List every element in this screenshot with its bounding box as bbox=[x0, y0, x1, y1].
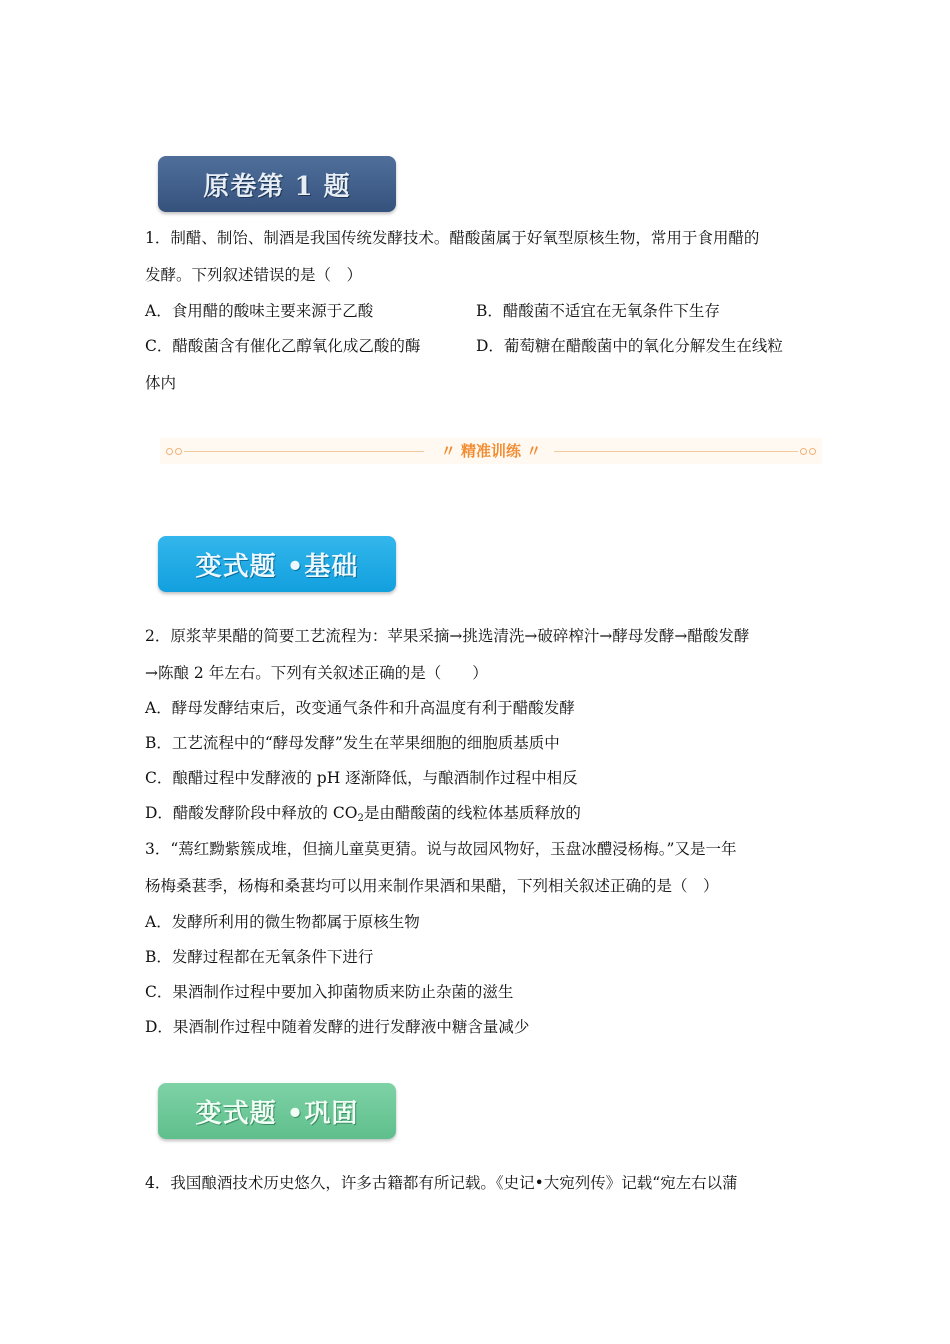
q3-stem-line2: 杨梅桑葚季，杨梅和桑葚均可以用来制作果酒和果醋，下列相关叙述正确的是（ ） bbox=[145, 877, 719, 895]
variant-consolidate-banner: 变式题 •巩固 bbox=[158, 1083, 396, 1139]
q2-stem-line2: →陈酿 2 年左右。下列有关叙述正确的是（ ） bbox=[145, 664, 488, 682]
divider-dot-icon bbox=[809, 448, 816, 455]
q3-stem-line1: 3．“蔫红黝紫簇成堆，但摘儿童莫更猜。说与故园风物好，玉盘冰醴浸杨梅。”又是一年 bbox=[145, 840, 737, 858]
q2-option-d-pre: D．醋酸发酵阶段中释放的 CO bbox=[145, 804, 358, 822]
q1-option-a: A．食用醋的酸味主要来源于乙酸 bbox=[145, 302, 374, 320]
divider-dot-icon bbox=[800, 448, 807, 455]
q2-option-c: C．酿醋过程中发酵液的 pH 逐渐降低，与酿酒制作过程中相反 bbox=[145, 769, 578, 787]
divider-label: 〃 精准训练 〃 bbox=[440, 442, 542, 460]
divider-rule-right bbox=[554, 451, 798, 452]
q1-stem-line1: 1．制醋、制饴、制酒是我国传统发酵技术。醋酸菌属于好氧型原核生物，常用于食用醋的 bbox=[145, 229, 760, 247]
original-question-banner: 原卷第 1 题 bbox=[158, 156, 396, 212]
q3-option-c: C．果酒制作过程中要加入抑菌物质来防止杂菌的滋生 bbox=[145, 983, 514, 1001]
q2-option-b: B．工艺流程中的“酵母发酵”发生在苹果细胞的细胞质基质中 bbox=[145, 734, 560, 752]
q1-option-c: C．醋酸菌含有催化乙醇氧化成乙酸的酶 bbox=[145, 337, 421, 355]
q3-option-b: B．发酵过程都在无氧条件下进行 bbox=[145, 948, 374, 966]
q2-stem-line1: 2．原浆苹果醋的简要工艺流程为：苹果采摘→挑选清洗→破碎榨汁→酵母发酵→醋酸发酵 bbox=[145, 627, 750, 645]
q3-option-a: A．发酵所利用的微生物都属于原核生物 bbox=[145, 913, 420, 931]
q4-stem-line1: 4．我国酿酒技术历史悠久，许多古籍都有所记载。《史记•大宛列传》记载“宛左右以蒲 bbox=[145, 1174, 738, 1192]
section-divider bbox=[160, 438, 822, 464]
q1-option-b: B．醋酸菌不适宜在无氧条件下生存 bbox=[476, 302, 720, 320]
variant-basic-banner: 变式题 •基础 bbox=[158, 536, 396, 592]
q1-option-d: D．葡萄糖在醋酸菌中的氧化分解发生在线粒 bbox=[476, 337, 783, 355]
q2-option-d-sub: 2 bbox=[357, 813, 364, 824]
q2-option-d bbox=[145, 803, 581, 829]
q2-option-d-post: 是由醋酸菌的线粒体基质释放的 bbox=[363, 804, 581, 822]
q1-stem-line2: 发酵。下列叙述错误的是（ ） bbox=[145, 266, 363, 284]
q1-option-d-continued: 体内 bbox=[145, 374, 177, 392]
q3-option-d: D．果酒制作过程中随着发酵的进行发酵液中糖含量减少 bbox=[145, 1018, 530, 1036]
q2-option-a: A．酵母发酵结束后，改变通气条件和升高温度有利于醋酸发酵 bbox=[145, 699, 575, 717]
